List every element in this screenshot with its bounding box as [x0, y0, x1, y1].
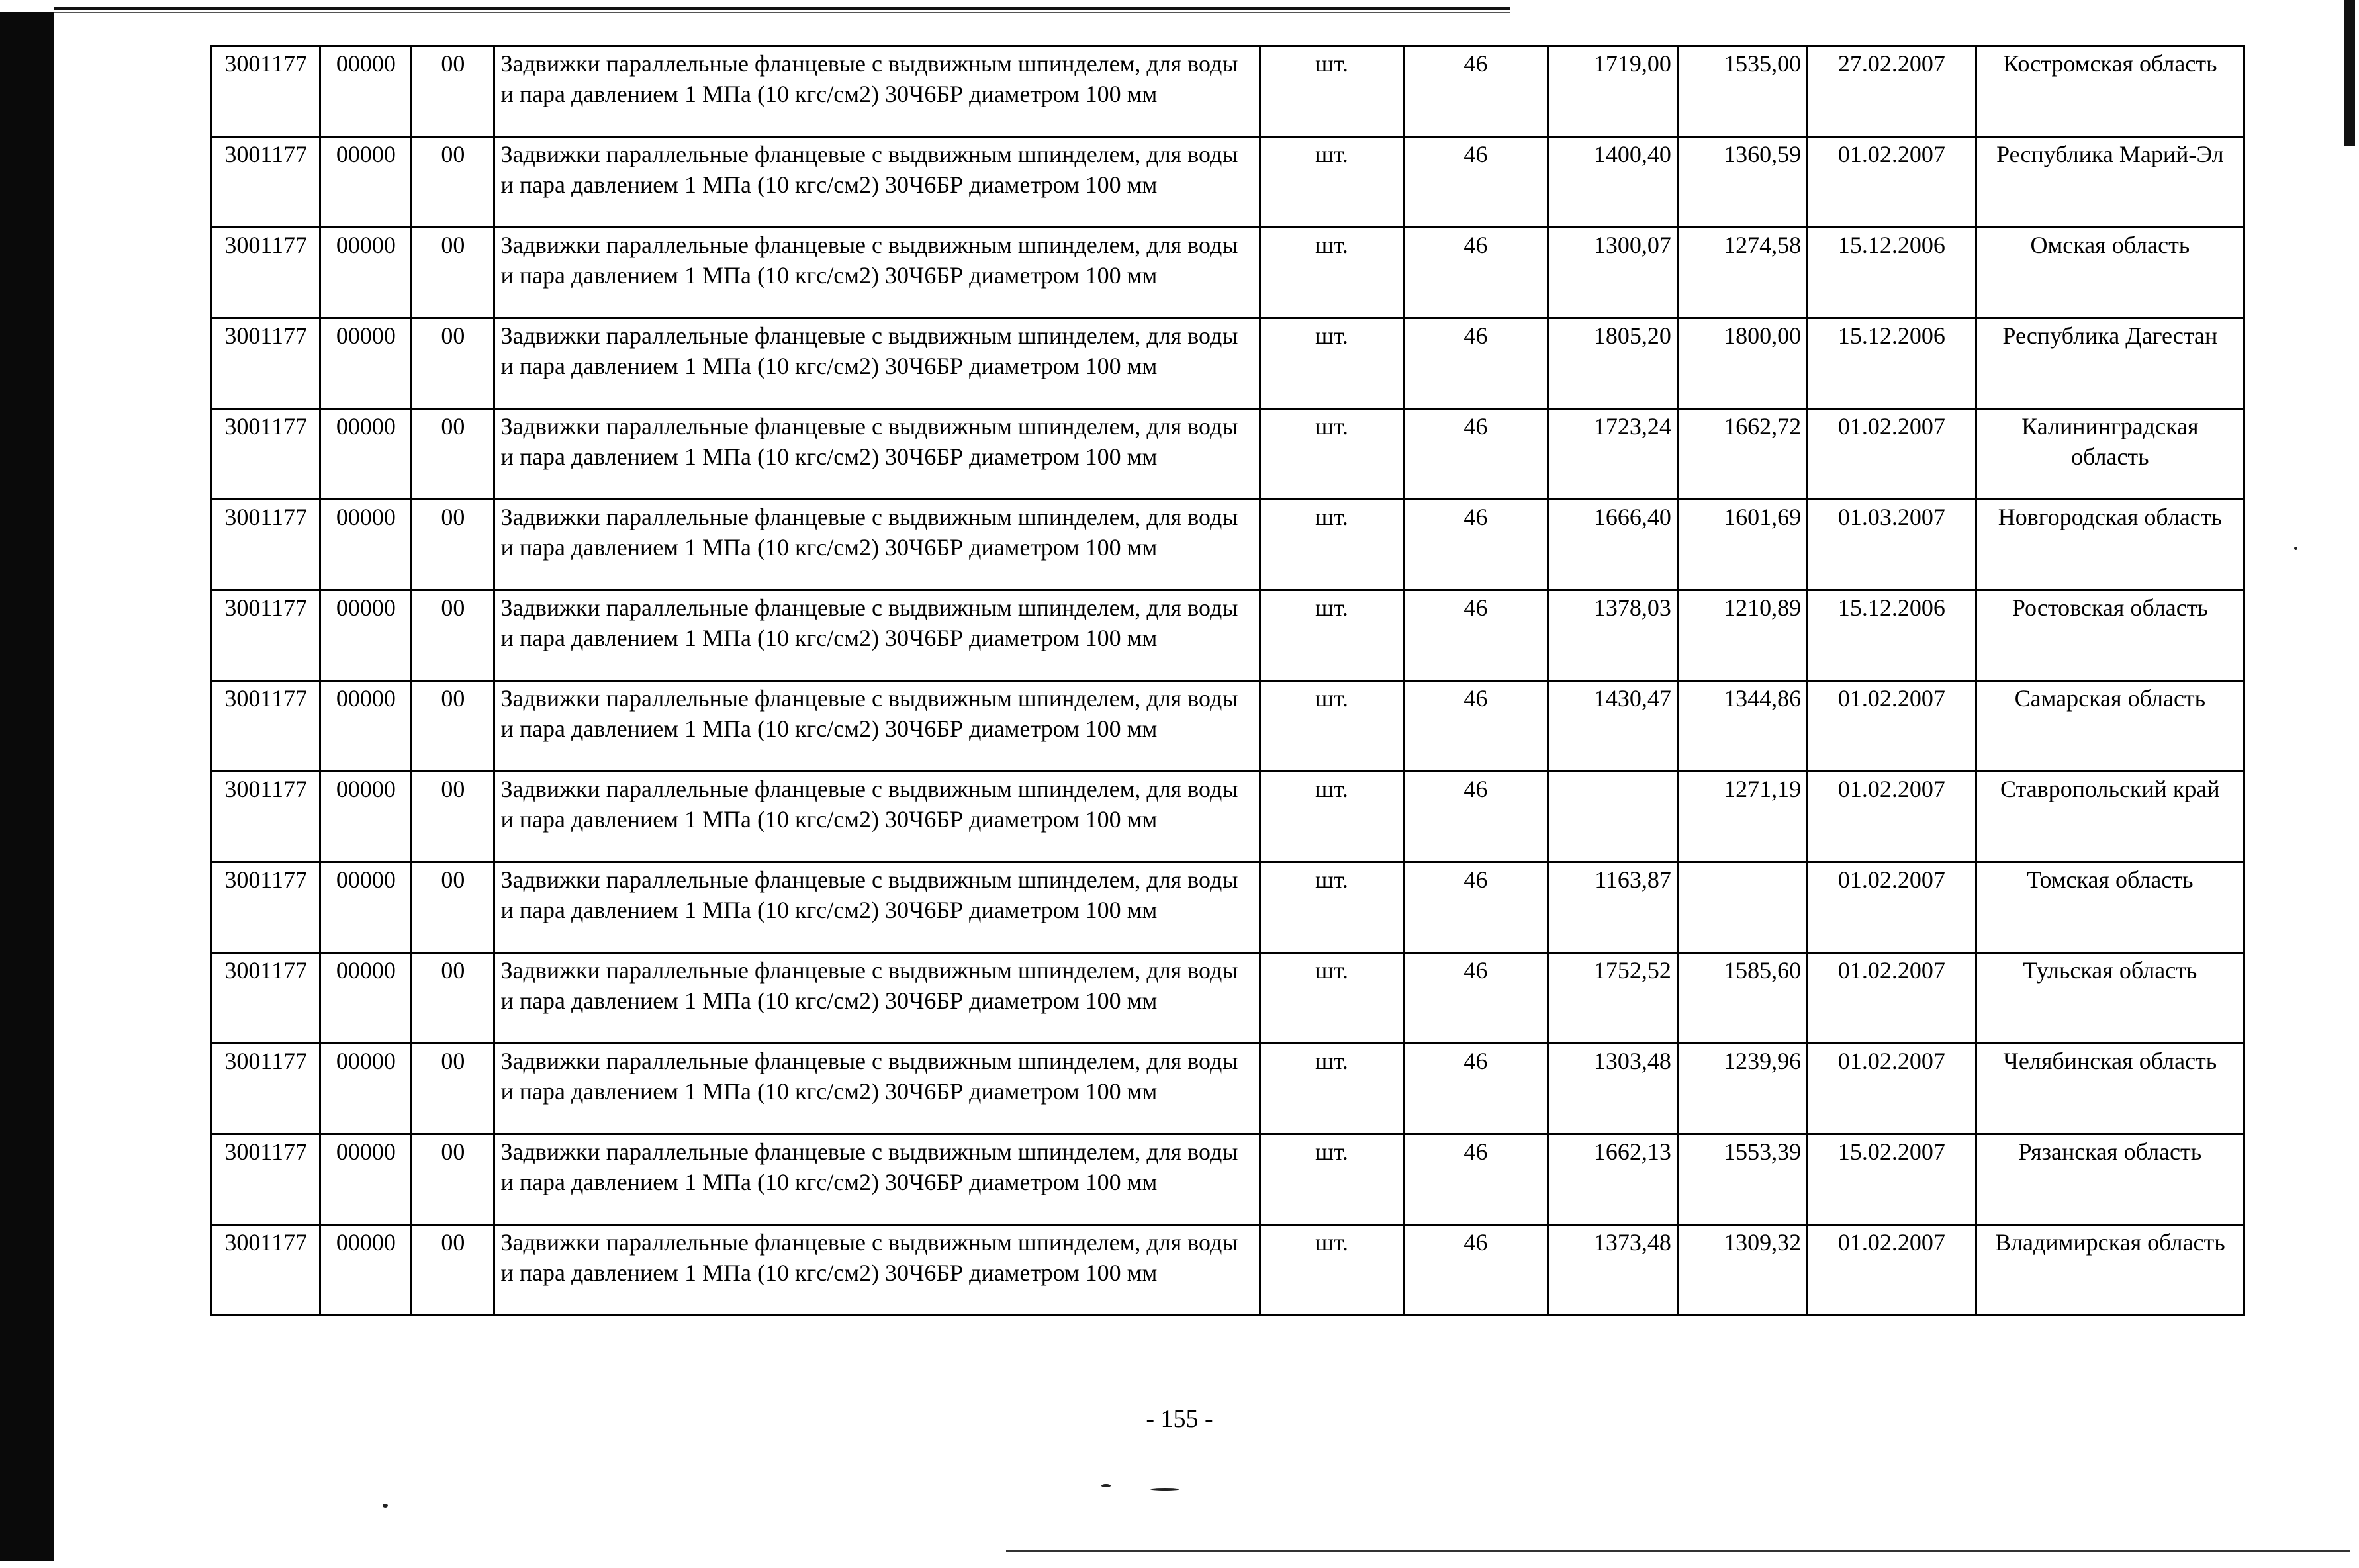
cell-price-1: 1300,07 — [1548, 228, 1677, 318]
cell-k: 00 — [412, 953, 494, 1044]
cell-subcode: 00000 — [320, 590, 412, 681]
table-row — [212, 500, 2244, 590]
cell-subcode: 00000 — [320, 500, 412, 590]
cell-unit: шт. — [1260, 409, 1403, 500]
cell-k: 00 — [412, 318, 494, 409]
table-row — [212, 1134, 2244, 1225]
bottom-rule — [1006, 1550, 2350, 1552]
cell-k: 00 — [412, 46, 494, 137]
cell-okei: 46 — [1404, 500, 1548, 590]
scan-edge-right — [2344, 0, 2355, 146]
cell-okei: 46 — [1404, 681, 1548, 772]
cell-code: 3001177 — [212, 1044, 320, 1134]
cell-date: 15.12.2006 — [1808, 318, 1976, 409]
cell-k: 00 — [412, 228, 494, 318]
scan-speck — [2294, 547, 2297, 550]
cell-date: 27.02.2007 — [1808, 46, 1976, 137]
cell-price-2: 1800,00 — [1677, 318, 1807, 409]
cell-date: 15.12.2006 — [1808, 590, 1976, 681]
cell-name: Задвижки параллельные фланцевые с выдвижным шпинделем, для воды и пара давлением 1 МПа (10 кгс/см2) 30Ч6БР диаметром 100 мм — [494, 1134, 1260, 1225]
cell-okei: 46 — [1404, 590, 1548, 681]
cell-name: Задвижки параллельные фланцевые с выдвижным шпинделем, для воды и пара давлением 1 МПа (10 кгс/см2) 30Ч6БР диаметром 100 мм — [494, 137, 1260, 228]
cell-unit: шт. — [1260, 681, 1403, 772]
cell-price-1: 1723,24 — [1548, 409, 1677, 500]
table-row — [212, 46, 2244, 137]
cell-k: 00 — [412, 772, 494, 862]
cell-unit: шт. — [1260, 862, 1403, 953]
cell-code: 3001177 — [212, 500, 320, 590]
cell-code: 3001177 — [212, 318, 320, 409]
cell-price-2: 1210,89 — [1677, 590, 1807, 681]
cell-name: Задвижки параллельные фланцевые с выдвижным шпинделем, для воды и пара давлением 1 МПа (10 кгс/см2) 30Ч6БР диаметром 100 мм — [494, 862, 1260, 953]
cell-price-2: 1344,86 — [1677, 681, 1807, 772]
cell-okei: 46 — [1404, 409, 1548, 500]
scan-edge-shadow — [0, 12, 54, 1561]
cell-subcode: 00000 — [320, 1044, 412, 1134]
cell-name: Задвижки параллельные фланцевые с выдвижным шпинделем, для воды и пара давлением 1 МПа (10 кгс/см2) 30Ч6БР диаметром 100 мм — [494, 590, 1260, 681]
cell-price-2: 1309,32 — [1677, 1225, 1807, 1316]
cell-unit: шт. — [1260, 590, 1403, 681]
cell-name: Задвижки параллельные фланцевые с выдвижным шпинделем, для воды и пара давлением 1 МПа (10 кгс/см2) 30Ч6БР диаметром 100 мм — [494, 409, 1260, 500]
cell-name: Задвижки параллельные фланцевые с выдвижным шпинделем, для воды и пара давлением 1 МПа (10 кгс/см2) 30Ч6БР диаметром 100 мм — [494, 46, 1260, 137]
cell-price-2: 1271,19 — [1677, 772, 1807, 862]
table-row — [212, 772, 2244, 862]
cell-date: 01.02.2007 — [1808, 1044, 1976, 1134]
scan-speck — [1101, 1484, 1111, 1487]
cell-name: Задвижки параллельные фланцевые с выдвижным шпинделем, для воды и пара давлением 1 МПа (10 кгс/см2) 30Ч6БР диаметром 100 мм — [494, 228, 1260, 318]
cell-region: Ставропольский край — [1976, 772, 2244, 862]
cell-date: 01.02.2007 — [1808, 1225, 1976, 1316]
cell-k: 00 — [412, 137, 494, 228]
top-rule — [54, 7, 1510, 10]
cell-okei: 46 — [1404, 1225, 1548, 1316]
cell-price-2: 1662,72 — [1677, 409, 1807, 500]
cell-code: 3001177 — [212, 1225, 320, 1316]
cell-region: Омская область — [1976, 228, 2244, 318]
cell-price-2: 1601,69 — [1677, 500, 1807, 590]
cell-code: 3001177 — [212, 772, 320, 862]
cell-price-1: 1662,13 — [1548, 1134, 1677, 1225]
cell-okei: 46 — [1404, 1044, 1548, 1134]
cell-k: 00 — [412, 681, 494, 772]
cell-region: Владимирская область — [1976, 1225, 2244, 1316]
cell-k: 00 — [412, 1044, 494, 1134]
cell-price-1: 1400,40 — [1548, 137, 1677, 228]
top-rule-secondary — [54, 12, 1510, 13]
cell-price-2: 1360,59 — [1677, 137, 1807, 228]
cell-price-1: 1752,52 — [1548, 953, 1677, 1044]
cell-okei: 46 — [1404, 862, 1548, 953]
cell-price-1 — [1548, 772, 1677, 862]
table-row — [212, 228, 2244, 318]
cell-date: 15.12.2006 — [1808, 228, 1976, 318]
cell-region: Калининградская область — [1976, 409, 2244, 500]
cell-unit: шт. — [1260, 46, 1403, 137]
cell-name: Задвижки параллельные фланцевые с выдвижным шпинделем, для воды и пара давлением 1 МПа (10 кгс/см2) 30Ч6БР диаметром 100 мм — [494, 318, 1260, 409]
cell-region: Самарская область — [1976, 681, 2244, 772]
cell-date: 01.02.2007 — [1808, 862, 1976, 953]
cell-price-1: 1805,20 — [1548, 318, 1677, 409]
cell-k: 00 — [412, 1225, 494, 1316]
cell-okei: 46 — [1404, 953, 1548, 1044]
cell-subcode: 00000 — [320, 318, 412, 409]
cell-region: Рязанская область — [1976, 1134, 2244, 1225]
table-row — [212, 409, 2244, 500]
cell-subcode: 00000 — [320, 681, 412, 772]
cell-unit: шт. — [1260, 137, 1403, 228]
cell-k: 00 — [412, 862, 494, 953]
cell-price-1: 1719,00 — [1548, 46, 1677, 137]
cell-subcode: 00000 — [320, 862, 412, 953]
cell-subcode: 00000 — [320, 1225, 412, 1316]
table-body — [212, 46, 2244, 1316]
cell-unit: шт. — [1260, 1134, 1403, 1225]
cell-okei: 46 — [1404, 46, 1548, 137]
cell-date: 01.02.2007 — [1808, 772, 1976, 862]
cell-name: Задвижки параллельные фланцевые с выдвижным шпинделем, для воды и пара давлением 1 МПа (10 кгс/см2) 30Ч6БР диаметром 100 мм — [494, 500, 1260, 590]
cell-subcode: 00000 — [320, 409, 412, 500]
cell-okei: 46 — [1404, 318, 1548, 409]
cell-region: Новгородская область — [1976, 500, 2244, 590]
scan-speck — [383, 1504, 388, 1508]
cell-okei: 46 — [1404, 228, 1548, 318]
cell-price-2: 1239,96 — [1677, 1044, 1807, 1134]
cell-region: Тульская область — [1976, 953, 2244, 1044]
cell-unit: шт. — [1260, 772, 1403, 862]
cell-price-1: 1378,03 — [1548, 590, 1677, 681]
cell-unit: шт. — [1260, 318, 1403, 409]
table-row — [212, 953, 2244, 1044]
cell-price-1: 1373,48 — [1548, 1225, 1677, 1316]
cell-region: Челябинская область — [1976, 1044, 2244, 1134]
cell-price-2 — [1677, 862, 1807, 953]
cell-date: 01.02.2007 — [1808, 681, 1976, 772]
cell-date: 01.02.2007 — [1808, 409, 1976, 500]
cell-region: Томская область — [1976, 862, 2244, 953]
cell-k: 00 — [412, 409, 494, 500]
page-number: - 155 - — [1146, 1405, 1213, 1433]
cell-name: Задвижки параллельные фланцевые с выдвижным шпинделем, для воды и пара давлением 1 МПа (10 кгс/см2) 30Ч6БР диаметром 100 мм — [494, 1225, 1260, 1316]
cell-code: 3001177 — [212, 862, 320, 953]
cell-code: 3001177 — [212, 409, 320, 500]
cell-date: 01.02.2007 — [1808, 137, 1976, 228]
cell-code: 3001177 — [212, 590, 320, 681]
cell-name: Задвижки параллельные фланцевые с выдвижным шпинделем, для воды и пара давлением 1 МПа (10 кгс/см2) 30Ч6БР диаметром 100 мм — [494, 1044, 1260, 1134]
cell-code: 3001177 — [212, 681, 320, 772]
cell-region: Ростовская область — [1976, 590, 2244, 681]
cell-unit: шт. — [1260, 1044, 1403, 1134]
cell-code: 3001177 — [212, 137, 320, 228]
cell-okei: 46 — [1404, 137, 1548, 228]
table-row — [212, 1044, 2244, 1134]
cell-price-2: 1274,58 — [1677, 228, 1807, 318]
price-table — [210, 45, 2245, 1316]
cell-code: 3001177 — [212, 46, 320, 137]
cell-code: 3001177 — [212, 953, 320, 1044]
cell-price-2: 1585,60 — [1677, 953, 1807, 1044]
cell-code: 3001177 — [212, 1134, 320, 1225]
cell-price-1: 1430,47 — [1548, 681, 1677, 772]
cell-name: Задвижки параллельные фланцевые с выдвижным шпинделем, для воды и пара давлением 1 МПа (10 кгс/см2) 30Ч6БР диаметром 100 мм — [494, 681, 1260, 772]
cell-k: 00 — [412, 500, 494, 590]
cell-price-2: 1535,00 — [1677, 46, 1807, 137]
scan-speck — [1150, 1488, 1180, 1491]
cell-unit: шт. — [1260, 228, 1403, 318]
cell-price-1: 1163,87 — [1548, 862, 1677, 953]
cell-region: Республика Марий-Эл — [1976, 137, 2244, 228]
cell-price-1: 1666,40 — [1548, 500, 1677, 590]
cell-okei: 46 — [1404, 1134, 1548, 1225]
cell-subcode: 00000 — [320, 1134, 412, 1225]
cell-code: 3001177 — [212, 228, 320, 318]
cell-subcode: 00000 — [320, 228, 412, 318]
cell-date: 01.02.2007 — [1808, 953, 1976, 1044]
cell-unit: шт. — [1260, 953, 1403, 1044]
table-row — [212, 137, 2244, 228]
cell-price-1: 1303,48 — [1548, 1044, 1677, 1134]
cell-name: Задвижки параллельные фланцевые с выдвижным шпинделем, для воды и пара давлением 1 МПа (10 кгс/см2) 30Ч6БР диаметром 100 мм — [494, 953, 1260, 1044]
cell-subcode: 00000 — [320, 137, 412, 228]
cell-okei: 46 — [1404, 772, 1548, 862]
table-row — [212, 1225, 2244, 1316]
table-row — [212, 590, 2244, 681]
cell-region: Республика Дагестан — [1976, 318, 2244, 409]
cell-subcode: 00000 — [320, 46, 412, 137]
cell-k: 00 — [412, 590, 494, 681]
cell-date: 01.03.2007 — [1808, 500, 1976, 590]
cell-k: 00 — [412, 1134, 494, 1225]
cell-subcode: 00000 — [320, 772, 412, 862]
table-row — [212, 318, 2244, 409]
table-row — [212, 681, 2244, 772]
cell-name: Задвижки параллельные фланцевые с выдвижным шпинделем, для воды и пара давлением 1 МПа (10 кгс/см2) 30Ч6БР диаметром 100 мм — [494, 772, 1260, 862]
cell-unit: шт. — [1260, 1225, 1403, 1316]
cell-date: 15.02.2007 — [1808, 1134, 1976, 1225]
cell-unit: шт. — [1260, 500, 1403, 590]
cell-price-2: 1553,39 — [1677, 1134, 1807, 1225]
table-row — [212, 862, 2244, 953]
cell-region: Костромская область — [1976, 46, 2244, 137]
cell-subcode: 00000 — [320, 953, 412, 1044]
